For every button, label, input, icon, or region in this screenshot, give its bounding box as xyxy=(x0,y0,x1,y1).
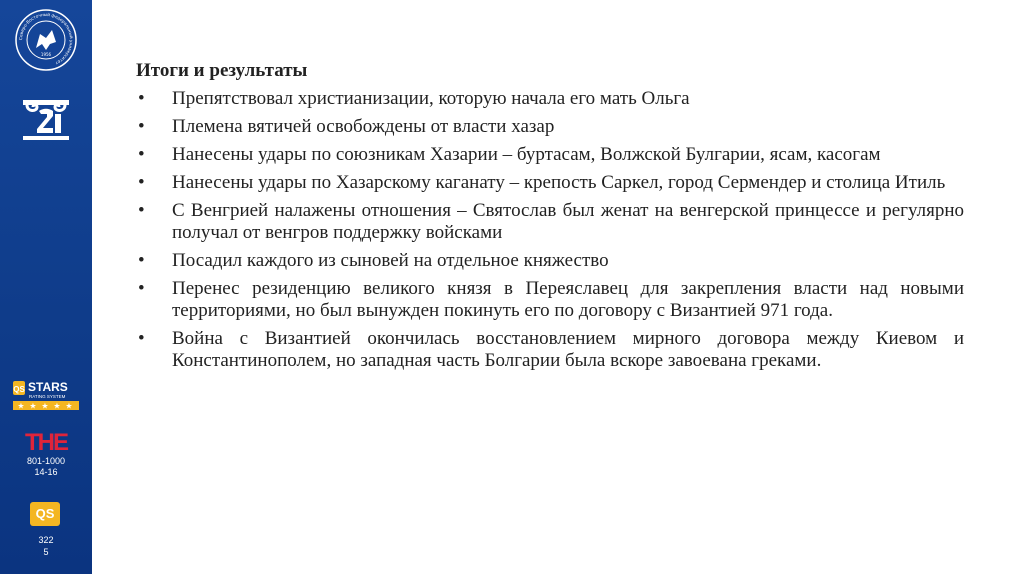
bullet-list xyxy=(136,88,964,372)
bullet-icon: • xyxy=(138,328,145,349)
list-item-text: Посадил каждого из сыновей на отдельное княжество xyxy=(172,250,609,271)
svg-text:QS: QS xyxy=(13,385,25,394)
list-item xyxy=(136,278,964,322)
list-item xyxy=(136,116,964,138)
qs-stars-badge xyxy=(11,378,81,412)
qs-rank-sub: 5 xyxy=(43,547,49,557)
list-item-text: С Венгрией налажены отношения – Святослав был женат на венгерской принцессе и регулярно получал от венгров поддержку войсками xyxy=(172,200,964,243)
the-rank: 801-1000 xyxy=(26,456,66,466)
qs-ranking xyxy=(0,534,92,558)
star-icon: ★ xyxy=(29,401,37,411)
the-ranking xyxy=(0,430,92,478)
list-item xyxy=(136,328,964,372)
list-item xyxy=(136,200,964,244)
list-item-text: Нанесены удары по Хазарскому каганату – крепость Саркел, город Сермендер и столица Итиль xyxy=(172,172,946,193)
seal-year: 1956 xyxy=(40,52,52,57)
qs-logo: QS xyxy=(30,502,60,526)
the-period: 14-16 xyxy=(34,467,58,477)
list-item-text: Нанесены удары по союзникам Хазарии – буртасам, Волжской Булгарии, ясам, касогам xyxy=(172,144,881,165)
star-icon: ★ xyxy=(65,401,73,411)
bullet-icon: • xyxy=(138,250,145,271)
bullet-icon: • xyxy=(138,172,145,193)
star-icon: ★ xyxy=(53,401,61,411)
university-seal-icon xyxy=(14,8,78,72)
list-item-text: Война с Византией окончилась восстановлением мирного договора между Киевом и Константинополем, но западная часть Болгарии была вскоре завоевана греками. xyxy=(172,328,964,371)
bullet-icon: • xyxy=(138,200,145,221)
list-item xyxy=(136,144,964,166)
ionic-column-icon xyxy=(19,96,73,142)
bullet-icon: • xyxy=(138,88,145,109)
list-item-text: Препятствовал христианизации, которую начала его мать Ольга xyxy=(172,88,690,109)
slide-content xyxy=(136,60,964,378)
list-item xyxy=(136,88,964,110)
star-icon: ★ xyxy=(41,401,49,411)
bullet-icon: • xyxy=(138,278,145,299)
seal-ring-text: Северо-Восточный федеральный университет xyxy=(17,11,75,66)
qs-rank: 322 xyxy=(38,535,54,545)
list-item xyxy=(136,172,964,194)
sidebar xyxy=(0,0,92,574)
star-icon: ★ xyxy=(17,401,25,411)
bullet-icon: • xyxy=(138,144,145,165)
the-logo: THE xyxy=(25,429,67,456)
stars-subtitle: RATING SYSTEM xyxy=(29,394,66,399)
slide-heading: Итоги и результаты xyxy=(136,60,308,81)
bullet-icon: • xyxy=(138,116,145,137)
list-item-text: Перенес резиденцию великого князя в Переяславец для закрепления власти над новыми территориями, но был вынужден покинуть его по договору с Византией 971 года. xyxy=(172,278,964,321)
list-item-text: Племена вятичей освобождены от власти хазар xyxy=(172,116,555,137)
list-item xyxy=(136,250,964,272)
stars-title: STARS xyxy=(28,380,68,394)
